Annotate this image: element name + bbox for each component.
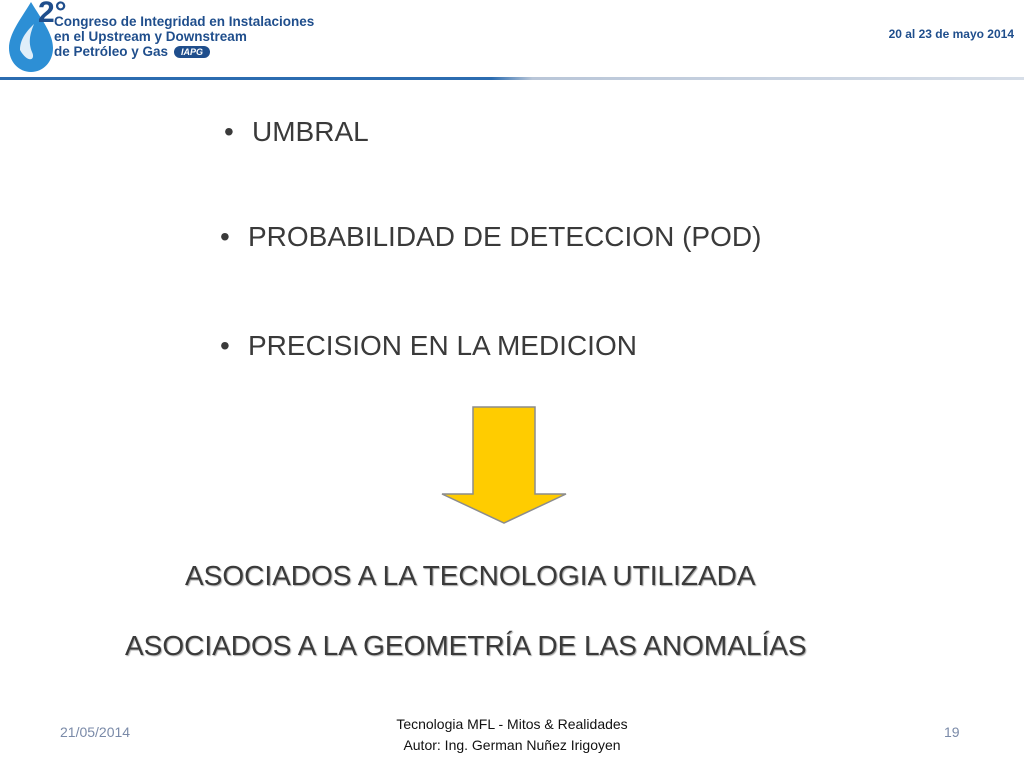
bullet-dot-icon: • bbox=[220, 330, 230, 361]
bullet-label: PROBABILIDAD DE DETECCION (POD) bbox=[248, 221, 762, 252]
page-number: 19 bbox=[944, 724, 960, 740]
iapg-badge: IAPG bbox=[174, 46, 210, 58]
logo-line-3 bbox=[54, 44, 314, 59]
bullet-item bbox=[224, 116, 369, 148]
bullet-dot-icon: • bbox=[224, 116, 234, 147]
bullet-item bbox=[220, 221, 761, 253]
logo-line-3-text: de Petróleo y Gas bbox=[54, 44, 169, 59]
down-arrow-icon bbox=[440, 405, 568, 525]
logo-degree: 2° bbox=[38, 0, 67, 29]
footer-title-block bbox=[340, 714, 684, 756]
association-technology: ASOCIADOS A LA TECNOLOGIA UTILIZADA bbox=[185, 560, 756, 591]
event-date: 20 al 23 de mayo 2014 bbox=[888, 27, 1014, 41]
congress-logo-text bbox=[54, 14, 314, 59]
bullet-item bbox=[220, 330, 637, 362]
logo-line-1: Congreso de Integridad en Instalaciones bbox=[54, 14, 315, 29]
logo-line-2: en el Upstream y Downstream bbox=[54, 29, 247, 44]
presentation-author: Autor: Ing. German Nuñez Irigoyen bbox=[403, 737, 621, 753]
association-geometry: ASOCIADOS A LA GEOMETRÍA DE LAS ANOMALÍAS bbox=[125, 630, 807, 661]
bullet-label: UMBRAL bbox=[252, 116, 369, 147]
header-divider bbox=[0, 77, 1024, 80]
footer-date: 21/05/2014 bbox=[60, 724, 131, 740]
presentation-title: Tecnologia MFL - Mitos & Realidades bbox=[396, 716, 628, 732]
slide-header bbox=[0, 0, 1024, 80]
bullet-label: PRECISION EN LA MEDICION bbox=[248, 330, 637, 361]
bullet-dot-icon: • bbox=[220, 221, 230, 252]
